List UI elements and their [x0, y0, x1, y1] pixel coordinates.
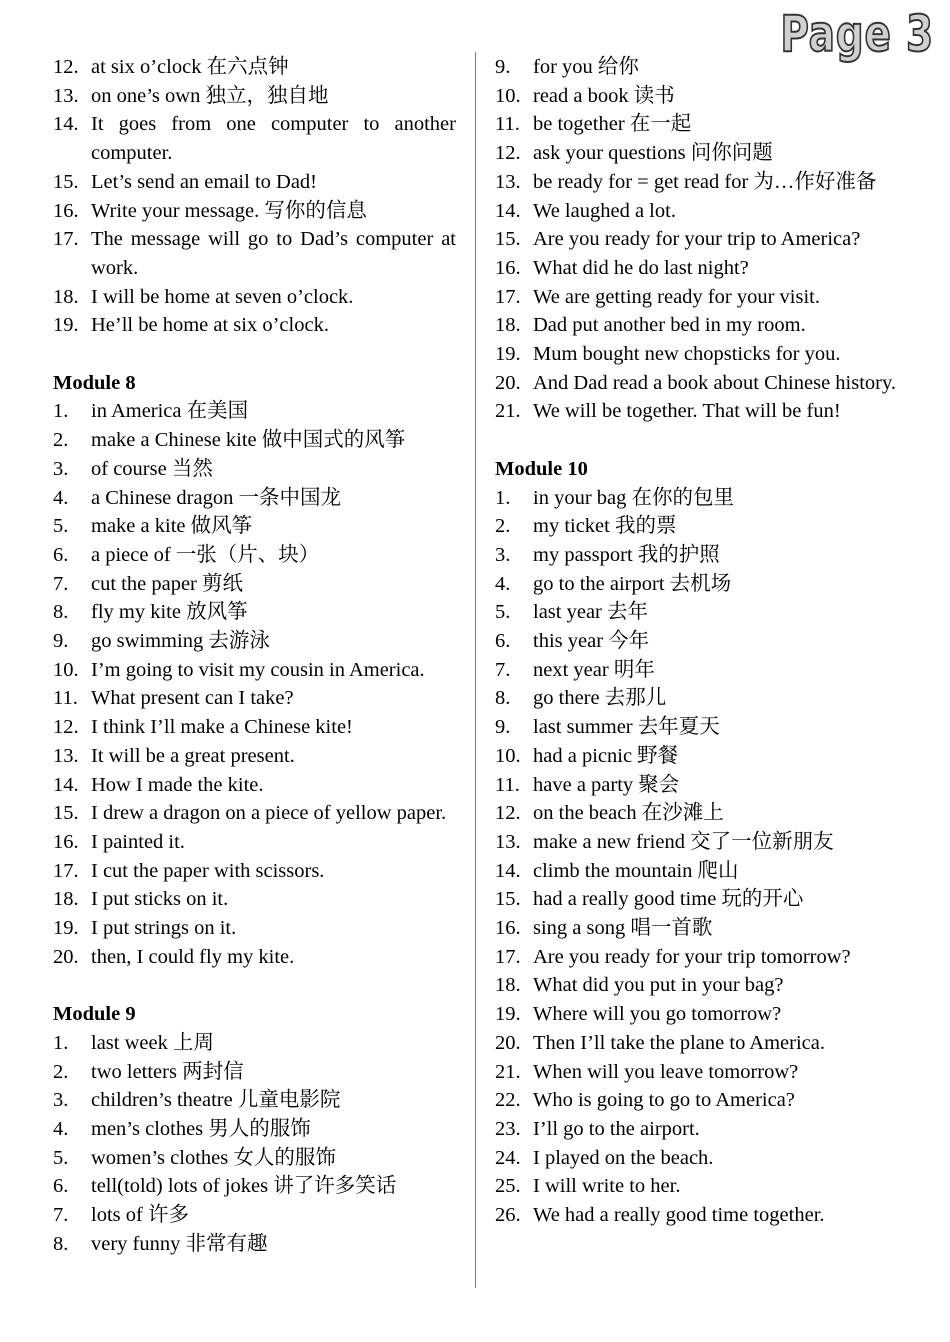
- list-item: [495, 742, 899, 771]
- list-item: [53, 1115, 456, 1144]
- item-text: It will be a great present.: [91, 744, 295, 767]
- list-item: [495, 1000, 899, 1029]
- list-item: [495, 397, 899, 426]
- item-number: 20.: [53, 945, 79, 968]
- list-item: [53, 541, 456, 570]
- list-item: [495, 197, 899, 226]
- item-number: 13.: [495, 830, 521, 853]
- module-10-heading: Module 10: [495, 457, 588, 480]
- item-number: 2.: [495, 515, 511, 538]
- item-text: What did he do last night?: [533, 256, 749, 279]
- list-item: [495, 914, 899, 943]
- item-number: 4.: [495, 572, 511, 595]
- item-text: last year 去年: [533, 601, 648, 624]
- item-number: 15.: [53, 170, 79, 193]
- list-item: [495, 598, 899, 627]
- list-item: [53, 914, 456, 943]
- item-text: make a kite 做风筝: [91, 515, 253, 538]
- list-item: [53, 885, 456, 914]
- item-number: 19.: [53, 314, 79, 337]
- item-number: 14.: [495, 859, 521, 882]
- item-number: 6.: [53, 1175, 69, 1198]
- list-item: [495, 311, 899, 340]
- item-text: Dad put another bed in my room.: [533, 314, 806, 337]
- item-number: 15.: [495, 228, 521, 251]
- item-text: When will you leave tomorrow?: [533, 1060, 799, 1083]
- list-item: [495, 1058, 899, 1087]
- item-text: I’ll go to the airport.: [533, 1118, 700, 1140]
- item-text: climb the mountain 爬山: [533, 859, 739, 882]
- item-text: lots of 许多: [91, 1204, 189, 1227]
- item-number: 2.: [53, 429, 69, 452]
- item-number: 20.: [495, 1031, 521, 1054]
- list-item: [495, 283, 899, 312]
- list-item: [495, 369, 899, 398]
- item-number: 12.: [495, 802, 521, 825]
- item-number: 9.: [53, 630, 69, 653]
- item-text: I put strings on it.: [91, 917, 237, 940]
- item-text: be together 在一起: [533, 113, 692, 136]
- list-item: [495, 110, 899, 139]
- item-text: on one’s own 独立，独自地: [91, 84, 329, 107]
- item-number: 5.: [495, 601, 511, 624]
- item-number: 17.: [53, 228, 79, 251]
- item-text: a Chinese dragon 一条中国龙: [91, 486, 341, 509]
- list-item: [495, 1115, 899, 1144]
- list-item: [53, 512, 456, 541]
- list-item: [495, 570, 899, 599]
- list-item: [53, 455, 456, 484]
- item-number: 13.: [53, 744, 79, 767]
- list-item: [53, 110, 456, 167]
- item-text: be ready for = get read for 为…作好准备: [533, 170, 877, 193]
- item-text: What present can I take?: [91, 687, 294, 710]
- item-text: very funny 非常有趣: [91, 1232, 268, 1255]
- item-number: 18.: [495, 974, 521, 997]
- item-text: tell(told) lots of jokes 讲了许多笑话: [91, 1175, 397, 1198]
- list-item: [53, 1086, 456, 1115]
- item-number: 17.: [495, 945, 521, 968]
- item-number: 16.: [53, 830, 79, 853]
- item-number: 14.: [495, 199, 521, 222]
- item-text: children’s theatre 儿童电影院: [91, 1089, 341, 1112]
- list-item: [495, 53, 899, 82]
- item-number: 10.: [53, 658, 79, 681]
- list-item: [495, 828, 899, 857]
- module-10-list: [495, 484, 899, 1230]
- item-text: Then I’ll take the plane to America.: [533, 1031, 826, 1054]
- item-number: 17.: [495, 285, 521, 308]
- item-number: 23.: [495, 1118, 521, 1140]
- item-number: 3.: [53, 1089, 69, 1112]
- list-item: [53, 1029, 456, 1058]
- item-number: 7.: [53, 1204, 69, 1227]
- page-number-label: Page 3: [780, 5, 934, 63]
- item-number: 14.: [53, 113, 79, 136]
- item-text: The message will go to Dad’s computer at work.: [91, 228, 456, 279]
- list-item: [53, 742, 456, 771]
- module-8-heading: Module 8: [53, 371, 136, 394]
- item-number: 17.: [53, 859, 79, 882]
- list-item: [53, 311, 456, 340]
- item-text: on the beach 在沙滩上: [533, 802, 724, 825]
- item-text: fly my kite 放风筝: [91, 601, 248, 624]
- item-number: 11.: [495, 113, 520, 136]
- item-number: 14.: [53, 773, 79, 796]
- item-text: sing a song 唱一首歌: [533, 917, 713, 940]
- item-text: at six o’clock 在六点钟: [91, 56, 289, 78]
- item-number: 1.: [495, 486, 511, 509]
- item-number: 25.: [495, 1175, 521, 1198]
- item-text: make a Chinese kite 做中国式的风筝: [91, 429, 406, 452]
- item-number: 19.: [495, 1003, 521, 1026]
- item-text: We are getting ready for your visit.: [533, 285, 820, 308]
- item-text: then, I could fly my kite.: [91, 945, 295, 968]
- item-text: What did you put in your bag?: [533, 974, 784, 997]
- item-text: How I made the kite.: [91, 773, 264, 796]
- item-number: 4.: [53, 486, 69, 509]
- item-number: 3.: [495, 543, 511, 566]
- item-number: 13.: [53, 84, 79, 107]
- list-item: [495, 139, 899, 168]
- list-item: [53, 857, 456, 886]
- item-number: 8.: [53, 601, 69, 624]
- item-number: 12.: [495, 142, 521, 165]
- module-9-heading: Module 9: [53, 1003, 136, 1026]
- item-text: It goes from one computer to another computer.: [91, 113, 456, 165]
- item-text: go there 去那儿: [533, 687, 667, 710]
- item-number: 19.: [495, 343, 521, 366]
- item-number: 2.: [53, 1060, 69, 1083]
- list-item: [495, 971, 899, 1000]
- item-number: 18.: [53, 285, 79, 308]
- item-text: a piece of 一张（片、块）: [91, 543, 320, 566]
- list-item: [53, 713, 456, 742]
- list-item: [53, 598, 456, 627]
- spacer: [53, 971, 456, 1000]
- module-9-list: [53, 1029, 456, 1259]
- list-item: [495, 168, 899, 197]
- item-number: 21.: [495, 1060, 521, 1083]
- item-number: 4.: [53, 1117, 69, 1140]
- right-continued-list: [495, 53, 899, 426]
- list-item: [495, 857, 899, 886]
- item-number: 9.: [495, 56, 511, 78]
- item-number: 12.: [53, 716, 79, 739]
- item-number: 10.: [495, 744, 521, 767]
- list-item: [495, 885, 899, 914]
- list-item: [495, 713, 899, 742]
- item-number: 1.: [53, 1031, 69, 1054]
- item-text: I think I’ll make a Chinese kite!: [91, 716, 353, 739]
- item-number: 6.: [53, 543, 69, 566]
- item-text: in America 在美国: [91, 400, 249, 423]
- item-number: 24.: [495, 1146, 521, 1169]
- item-number: 11.: [495, 773, 520, 796]
- list-item: [495, 512, 899, 541]
- list-item: [53, 1058, 456, 1087]
- item-number: 18.: [495, 314, 521, 337]
- list-item: [495, 943, 899, 972]
- item-text: Are you ready for your trip to America?: [533, 228, 861, 251]
- item-text: I will be home at seven o’clock.: [91, 285, 354, 308]
- list-item: [495, 340, 899, 369]
- list-item: [53, 53, 456, 82]
- item-number: 16.: [495, 256, 521, 279]
- left-continued-list: [53, 53, 456, 340]
- list-item: [53, 570, 456, 599]
- list-item: [53, 627, 456, 656]
- item-number: 9.: [495, 716, 511, 739]
- list-item: [495, 484, 899, 513]
- list-item: [495, 1172, 899, 1201]
- item-text: read a book 读书: [533, 84, 675, 107]
- list-item: [495, 627, 899, 656]
- item-number: 19.: [53, 917, 79, 940]
- list-item: [53, 656, 456, 685]
- item-text: go swimming 去游泳: [91, 630, 270, 653]
- list-item: [495, 254, 899, 283]
- item-number: 15.: [53, 802, 79, 825]
- item-text: I put sticks on it.: [91, 888, 229, 911]
- item-text: go to the airport 去机场: [533, 572, 732, 595]
- spacer: [53, 340, 456, 369]
- item-text: make a new friend 交了一位新朋友: [533, 830, 834, 853]
- item-number: 18.: [53, 888, 79, 911]
- list-item: [53, 1172, 456, 1201]
- list-item: [495, 684, 899, 713]
- item-number: 26.: [495, 1204, 521, 1227]
- item-text: men’s clothes 男人的服饰: [91, 1117, 311, 1140]
- list-item: [53, 684, 456, 713]
- item-text: Are you ready for your trip tomorrow?: [533, 945, 851, 968]
- list-item: [53, 771, 456, 800]
- item-text: Mum bought new chopsticks for you.: [533, 343, 841, 366]
- item-text: Who is going to go to America?: [533, 1089, 795, 1112]
- list-item: [495, 1144, 899, 1173]
- item-number: 1.: [53, 400, 69, 423]
- item-text: two letters 两封信: [91, 1060, 244, 1083]
- item-number: 8.: [53, 1232, 69, 1255]
- item-number: 3.: [53, 457, 69, 480]
- list-item: [495, 225, 899, 254]
- item-text: I will write to her.: [533, 1175, 681, 1198]
- item-number: 8.: [495, 687, 511, 710]
- item-text: And Dad read a book about Chinese history.: [533, 371, 897, 394]
- list-item: [495, 541, 899, 570]
- item-text: had a picnic 野餐: [533, 744, 679, 767]
- list-item: [53, 283, 456, 312]
- item-number: 21.: [495, 400, 521, 423]
- item-number: 10.: [495, 84, 521, 107]
- item-text: Let’s send an email to Dad!: [91, 170, 318, 193]
- list-item: [53, 1144, 456, 1173]
- list-item: [53, 426, 456, 455]
- list-item: [495, 1029, 899, 1058]
- list-item: [53, 943, 456, 972]
- left-column: [53, 53, 456, 1259]
- item-text: We will be together. That will be fun!: [533, 400, 841, 423]
- item-text: had a really good time 玩的开心: [533, 888, 804, 911]
- item-text: for you 给你: [533, 56, 639, 78]
- item-number: 5.: [53, 515, 69, 538]
- item-number: 7.: [495, 658, 511, 681]
- list-item: [495, 771, 899, 800]
- list-item: [53, 484, 456, 513]
- right-column: [495, 53, 899, 1230]
- item-text: ask your questions 问你问题: [533, 142, 773, 165]
- list-item: [53, 1230, 456, 1259]
- item-number: 12.: [53, 56, 79, 78]
- list-item: [53, 1201, 456, 1230]
- item-number: 22.: [495, 1089, 521, 1112]
- list-item: [495, 799, 899, 828]
- list-item: [53, 82, 456, 111]
- item-number: 20.: [495, 371, 521, 394]
- item-number: 6.: [495, 630, 511, 653]
- item-text: women’s clothes 女人的服饰: [91, 1146, 336, 1169]
- item-text: of course 当然: [91, 457, 213, 480]
- item-text: last summer 去年夏天: [533, 716, 720, 739]
- item-text: in your bag 在你的包里: [533, 486, 734, 509]
- item-text: next year 明年: [533, 658, 655, 681]
- column-divider: [475, 52, 476, 1288]
- item-text: cut the paper 剪纸: [91, 572, 243, 595]
- item-text: this year 今年: [533, 630, 650, 653]
- item-text: have a party 聚会: [533, 773, 680, 796]
- item-text: I drew a dragon on a piece of yellow paper.: [91, 802, 447, 825]
- item-text: last week 上周: [91, 1031, 214, 1054]
- list-item: [495, 656, 899, 685]
- item-number: 13.: [495, 170, 521, 193]
- item-number: 15.: [495, 888, 521, 911]
- list-item: [495, 1086, 899, 1115]
- item-number: 16.: [53, 199, 79, 222]
- item-text: I painted it.: [91, 830, 185, 853]
- item-text: He’ll be home at six o’clock.: [91, 314, 329, 337]
- item-text: my ticket 我的票: [533, 515, 677, 538]
- item-number: 16.: [495, 917, 521, 940]
- item-text: We laughed a lot.: [533, 199, 676, 222]
- item-text: I cut the paper with scissors.: [91, 859, 325, 882]
- module-8-list: [53, 397, 456, 971]
- list-item: [53, 168, 456, 197]
- item-text: I played on the beach.: [533, 1146, 714, 1169]
- item-number: 7.: [53, 572, 69, 595]
- list-item: [53, 799, 456, 828]
- item-text: We had a really good time together.: [533, 1204, 825, 1227]
- list-item: [53, 225, 456, 282]
- item-text: Where will you go tomorrow?: [533, 1003, 782, 1026]
- item-text: I’m going to visit my cousin in America.: [91, 658, 425, 681]
- item-text: Write your message. 写你的信息: [91, 199, 367, 222]
- list-item: [53, 397, 456, 426]
- list-item: [495, 82, 899, 111]
- spacer: [495, 426, 899, 455]
- item-text: my passport 我的护照: [533, 543, 720, 566]
- item-number: 11.: [53, 687, 78, 710]
- item-number: 5.: [53, 1146, 69, 1169]
- list-item: [495, 1201, 899, 1230]
- list-item: [53, 828, 456, 857]
- list-item: [53, 197, 456, 226]
